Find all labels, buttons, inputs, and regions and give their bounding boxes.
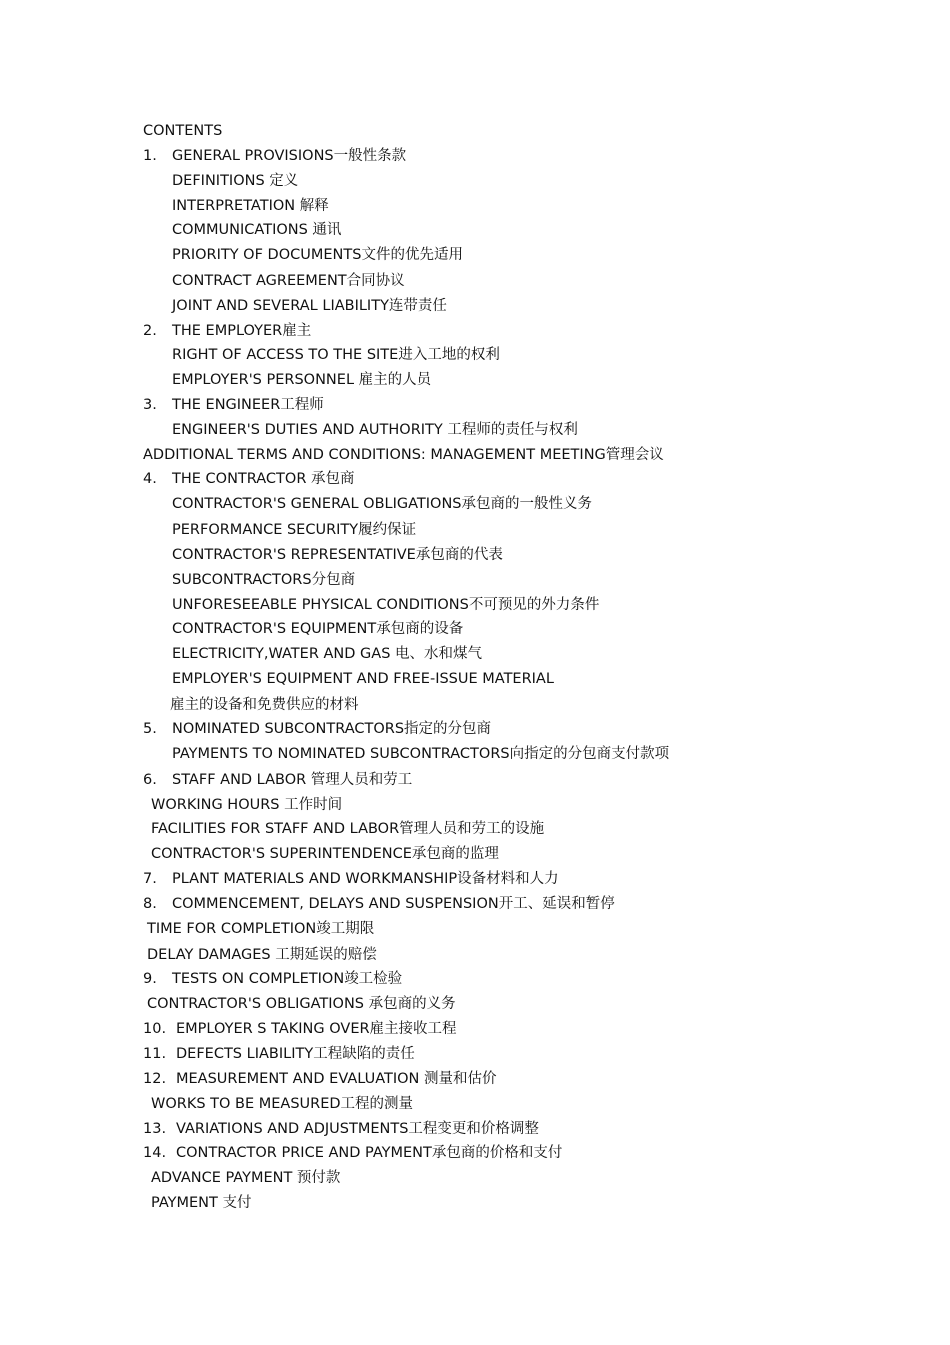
entry-text: ELECTRICITY,WATER AND GAS 电、水和煤气 <box>172 646 483 662</box>
toc-entry <box>170 696 359 714</box>
entry-text: THE CONTRACTOR 承包商 <box>172 471 355 487</box>
entry-number: 13. <box>143 1121 167 1137</box>
entry-text: ENGINEER'S DUTIES AND AUTHORITY 工程师的责任与权利 <box>172 422 578 438</box>
entry-text: CONTRACT AGREEMENT合同协议 <box>172 273 405 289</box>
entry-number: 7. <box>143 871 157 887</box>
toc-entry <box>172 745 669 763</box>
toc-entry <box>143 720 491 738</box>
entry-text: WORKING HOURS 工作时间 <box>151 797 343 813</box>
toc-entry <box>172 197 329 215</box>
toc-entry <box>172 620 463 638</box>
toc-entry <box>143 1020 457 1038</box>
entry-text: VARIATIONS AND ADJUSTMENTS工程变更和价格调整 <box>176 1121 539 1137</box>
toc-entry <box>151 1169 340 1187</box>
entry-text: TIME FOR COMPLETION竣工期限 <box>147 921 375 937</box>
toc-entry <box>143 147 406 165</box>
entry-number: 14. <box>143 1145 167 1161</box>
toc-entry <box>172 421 578 439</box>
toc-entry <box>143 1045 415 1063</box>
toc-entry <box>143 470 355 488</box>
toc-entry <box>143 895 615 913</box>
entry-number: 11. <box>143 1046 167 1062</box>
entry-text: WORKS TO BE MEASURED工程的测量 <box>151 1096 414 1112</box>
toc-entry <box>143 322 311 340</box>
entry-text: ADVANCE PAYMENT 预付款 <box>151 1170 341 1186</box>
toc-entry <box>147 946 377 964</box>
toc-entry <box>143 396 324 414</box>
toc-entry <box>143 970 402 988</box>
entry-text: CONTRACTOR'S OBLIGATIONS 承包商的义务 <box>147 996 456 1012</box>
entry-text: RIGHT OF ACCESS TO THE SITE进入工地的权利 <box>172 347 500 363</box>
toc-entry <box>172 346 500 364</box>
toc-entry <box>172 297 447 315</box>
entry-text: PERFORMANCE SECURITY履约保证 <box>172 522 417 538</box>
toc-entry <box>143 1070 497 1088</box>
entry-text: EMPLOYER S TAKING OVER雇主接收工程 <box>176 1021 457 1037</box>
toc-entry <box>147 995 456 1013</box>
entry-text: PAYMENT 支付 <box>151 1195 252 1211</box>
entry-text: THE ENGINEER工程师 <box>172 397 324 413</box>
entry-text: PAYMENTS TO NOMINATED SUBCONTRACTORS向指定的分包商支付款项 <box>172 746 670 762</box>
contents-title: CONTENTS <box>143 123 223 139</box>
toc-entry <box>172 221 341 239</box>
entry-text: CONTRACTOR'S GENERAL OBLIGATIONS承包商的一般性义务 <box>172 496 593 512</box>
toc-entry <box>172 246 463 264</box>
toc-entry <box>151 1095 413 1113</box>
entry-text: 雇主的设备和免费供应的材料 <box>170 697 359 713</box>
entry-text: CONTRACTOR'S EQUIPMENT承包商的设备 <box>172 621 464 637</box>
entry-number: 12. <box>143 1071 167 1087</box>
toc-entry <box>172 521 416 539</box>
entry-text: FACILITIES FOR STAFF AND LABOR管理人员和劳工的设施 <box>151 821 545 837</box>
entry-text: NOMINATED SUBCONTRACTORS指定的分包商 <box>172 721 492 737</box>
toc-entry <box>172 645 482 663</box>
toc-entry <box>172 596 599 614</box>
toc-entry <box>143 446 664 464</box>
entry-text: STAFF AND LABOR 管理人员和劳工 <box>172 772 413 788</box>
toc-entry <box>172 546 503 564</box>
toc-entry <box>172 371 431 389</box>
entry-text: DEFECTS LIABILITY工程缺陷的责任 <box>176 1046 415 1062</box>
entry-text: EMPLOYER'S EQUIPMENT AND FREE-ISSUE MATERIAL <box>172 671 554 687</box>
entry-text: CONTRACTOR'S REPRESENTATIVE承包商的代表 <box>172 547 503 563</box>
entry-number: 1. <box>143 148 157 164</box>
toc-entry <box>151 1194 251 1212</box>
toc-entry <box>172 272 405 290</box>
entry-number: 8. <box>143 896 157 912</box>
toc-entry <box>172 670 554 688</box>
entry-text: PLANT MATERIALS AND WORKMANSHIP设备材料和人力 <box>172 871 559 887</box>
entry-text: PRIORITY OF DOCUMENTS文件的优先适用 <box>172 247 463 263</box>
entry-text: DELAY DAMAGES 工期延误的赔偿 <box>147 947 377 963</box>
entry-number: 3. <box>143 397 157 413</box>
entry-number: 4. <box>143 471 157 487</box>
entry-number: 2. <box>143 323 157 339</box>
entry-text: MEASUREMENT AND EVALUATION 测量和估价 <box>176 1071 497 1087</box>
toc-entry <box>143 870 559 888</box>
entry-number: 6. <box>143 772 157 788</box>
entry-text: DEFINITIONS 定义 <box>172 173 299 189</box>
entry-text: GENERAL PROVISIONS一般性条款 <box>172 148 407 164</box>
entry-text: SUBCONTRACTORS分包商 <box>172 572 356 588</box>
entry-text: ADDITIONAL TERMS AND CONDITIONS: MANAGEMENT MEETING管理会议 <box>143 447 664 463</box>
entry-text: JOINT AND SEVERAL LIABILITY连带责任 <box>172 298 447 314</box>
toc-entry <box>151 845 499 863</box>
toc-entry <box>143 1144 562 1162</box>
entry-text: EMPLOYER'S PERSONNEL 雇主的人员 <box>172 372 432 388</box>
entry-text: CONTRACTOR PRICE AND PAYMENT承包商的价格和支付 <box>176 1145 563 1161</box>
toc-entry <box>172 571 355 589</box>
toc-entry <box>143 1120 539 1138</box>
toc-entry <box>172 495 592 513</box>
toc-entry <box>172 172 298 190</box>
entry-text: COMMENCEMENT, DELAYS AND SUSPENSION开工、延误和暂停 <box>172 896 615 912</box>
toc-entry <box>151 796 342 814</box>
entry-text: TESTS ON COMPLETION竣工检验 <box>172 971 403 987</box>
entry-text: UNFORESEEABLE PHYSICAL CONDITIONS不可预见的外力条件 <box>172 597 600 613</box>
entry-text: THE EMPLOYER雇主 <box>172 323 312 339</box>
entry-number: 10. <box>143 1021 167 1037</box>
toc-entry <box>147 920 374 938</box>
toc-entry <box>151 820 544 838</box>
entry-number: 9. <box>143 971 157 987</box>
entry-text: CONTRACTOR'S SUPERINTENDENCE承包商的监理 <box>151 846 499 862</box>
toc-entry <box>143 771 412 789</box>
entry-number: 5. <box>143 721 157 737</box>
entry-text: COMMUNICATIONS 通讯 <box>172 222 342 238</box>
entry-text: INTERPRETATION 解释 <box>172 198 329 214</box>
